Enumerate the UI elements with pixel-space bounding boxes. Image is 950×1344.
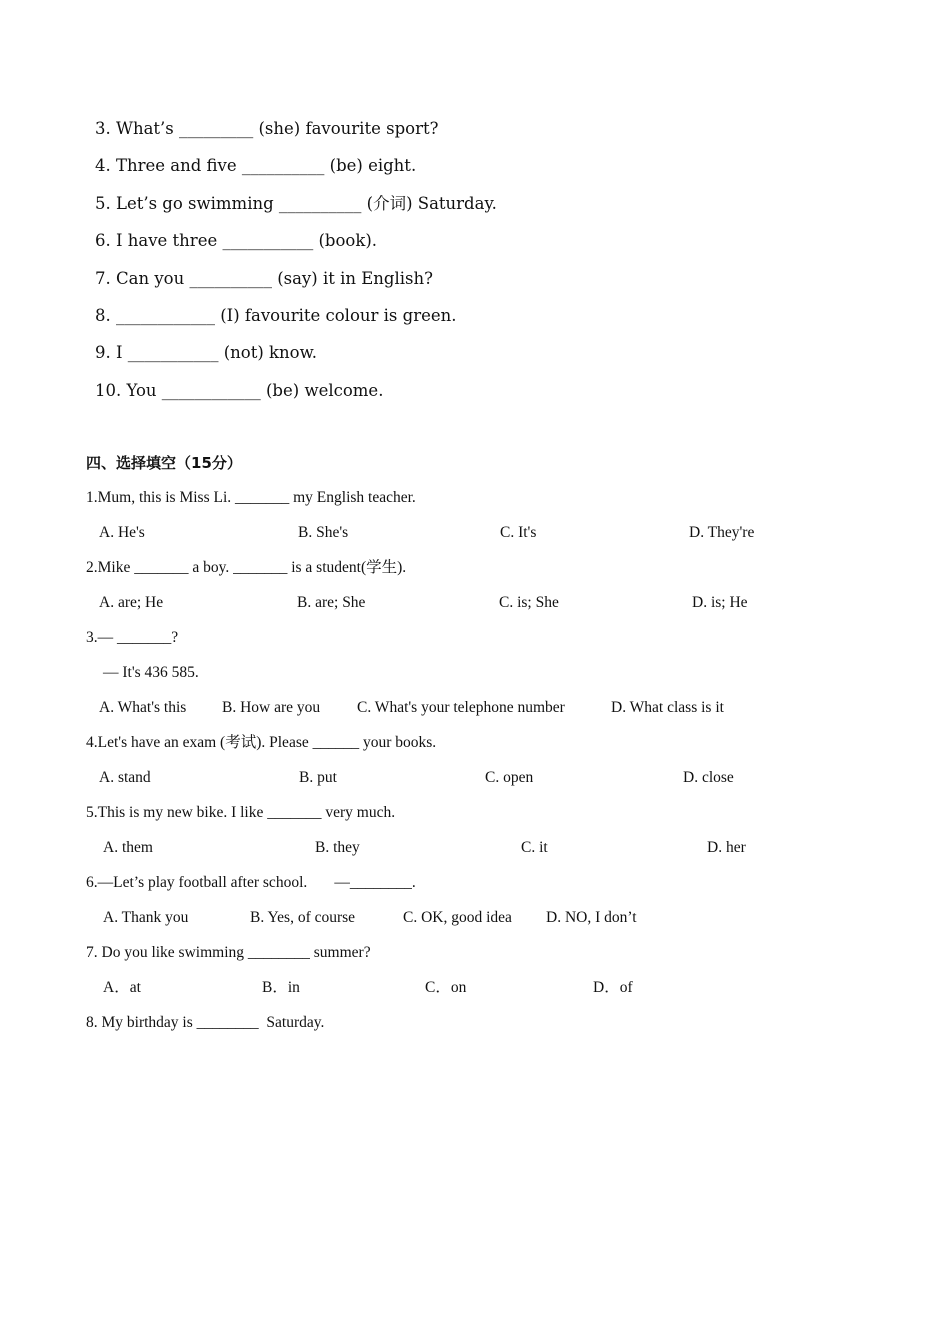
- q5-option-d: D. her: [707, 839, 746, 856]
- q4-option-b: B. put: [299, 769, 337, 786]
- fill-in-item-9: 9. I ___________ (not) know.: [95, 343, 318, 362]
- fill-in-item-10: 10. You ____________ (be) welcome.: [95, 381, 384, 400]
- question-3-answer-line: — It's 436 585.: [103, 664, 199, 681]
- q7-option-b: B．in: [262, 979, 300, 996]
- q7-option-d: D．of: [593, 979, 633, 996]
- q7-option-c: C．on: [425, 979, 467, 996]
- q3-option-d: D. What class is it: [611, 699, 724, 716]
- q4-option-d: D. close: [683, 769, 734, 786]
- q2-option-c: C. is; She: [499, 594, 559, 611]
- question-2: 2.Mike _______ a boy. _______ is a student(学生).: [86, 559, 407, 576]
- fill-in-item-3: 3. What’s _________ (she) favourite sport?: [95, 119, 439, 138]
- q6-option-b: B. Yes, of course: [250, 909, 356, 926]
- q3-option-a: A. What's this: [99, 699, 187, 716]
- question-1: 1.Mum, this is Miss Li. _______ my English teacher.: [86, 489, 416, 506]
- q2-option-d: D. is; He: [692, 594, 748, 611]
- fill-in-item-6: 6. I have three ___________ (book).: [95, 231, 378, 250]
- q1-option-a: A. He's: [99, 524, 145, 541]
- fill-in-item-5: 5. Let’s go swimming __________ (介词) Saturday.: [95, 194, 497, 213]
- question-5: 5.This is my new bike. I like _______ very much.: [86, 804, 396, 821]
- question-3: 3.— _______?: [86, 629, 179, 646]
- fill-in-item-7: 7. Can you __________ (say) it in English?: [95, 269, 433, 288]
- question-4: 4.Let's have an exam (考试). Please ______ your books.: [86, 734, 437, 751]
- q4-option-a: A. stand: [99, 769, 151, 786]
- q5-option-c: C. it: [521, 839, 548, 856]
- question-7: 7. Do you like swimming ________ summer?: [86, 944, 371, 961]
- q1-option-c: C. It's: [500, 524, 537, 541]
- q6-option-c: C. OK, good idea: [403, 909, 512, 926]
- q3-option-c: C. What's your telephone number: [357, 699, 565, 716]
- question-6: 6.—Let’s play football after school. —________.: [86, 874, 416, 891]
- section-title: 四、选择填空（15分）: [86, 454, 242, 472]
- q3-option-b: B. How are you: [222, 699, 321, 716]
- q6-option-a: A. Thank you: [103, 909, 189, 926]
- q1-option-b: B. She's: [298, 524, 349, 541]
- question-8: 8. My birthday is ________ Saturday.: [86, 1014, 325, 1031]
- q2-option-a: A. are; He: [99, 594, 164, 611]
- fill-in-item-4: 4. Three and five __________ (be) eight.: [95, 156, 417, 175]
- q5-option-a: A. them: [103, 839, 153, 856]
- q1-option-d: D. They're: [689, 524, 755, 541]
- q6-option-d: D. NO, I don’t: [546, 909, 637, 926]
- q5-option-b: B. they: [315, 839, 360, 856]
- q4-option-c: C. open: [485, 769, 534, 786]
- q7-option-a: A．at: [103, 979, 141, 996]
- fill-in-item-8: 8. ____________ (I) favourite colour is green.: [95, 306, 457, 325]
- q2-option-b: B. are; She: [297, 594, 366, 611]
